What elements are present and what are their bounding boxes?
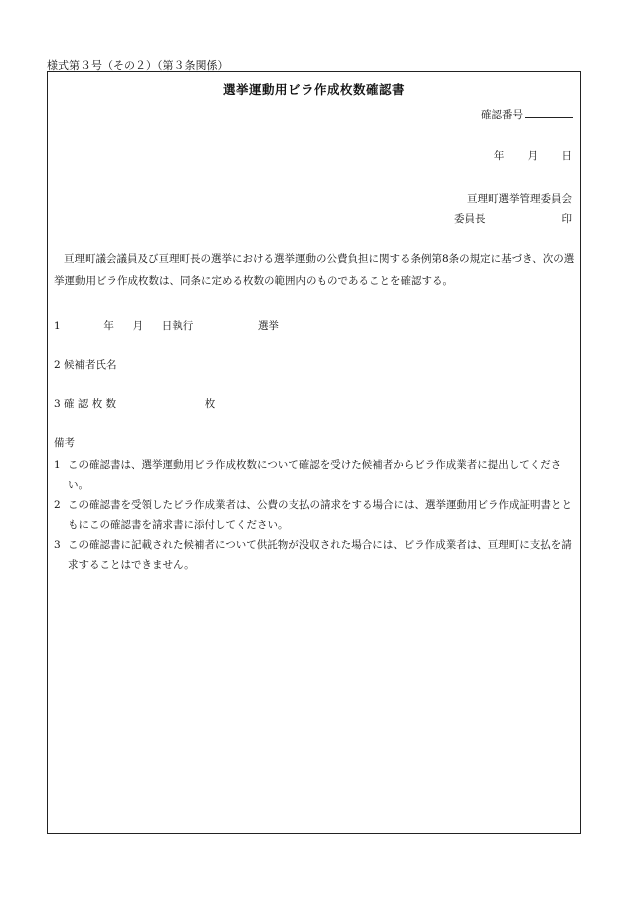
remark-number: 3 [54,539,61,551]
remark-number: 2 [54,499,61,511]
remark-item [54,535,576,575]
remark-text: この確認書を受領したビラ作成業者は、公費の支払の請求をする場合には、選挙運動用ビラ作成証明書とともにこの確認書を請求書に添付してください。 [68,499,572,531]
remark-item [54,495,576,535]
date-day-label: 日 [561,150,572,162]
issue-date [474,148,572,163]
date-month-label: 月 [527,150,539,162]
date-year-label: 年 [493,150,505,162]
seal-mark: 印 [561,213,572,225]
document-title: 選挙運動用ビラ作成枚数確認書 [222,82,405,97]
item-candidate-name [54,357,117,372]
chair-label: 委員長 [454,213,486,225]
body-paragraph: 亘理町議会議員及び亘理町長の選挙における選挙運動の公費負担に関する条例第8条の規定に基づき、次の選挙運動用ビラ作成枚数は、同条に定める枚数の範囲内のものであることを確認する。 [54,253,575,287]
issuer-committee: 亘理町選挙管理委員会 [467,193,572,205]
remarks-list [54,455,576,575]
confirmation-number [481,106,573,122]
item-day-exec-label: 日執行 [161,320,194,332]
item-unit: 枚 [204,398,216,410]
item-number: 2 [54,359,61,371]
remark-text: この確認書に記載された候補者について供託物が没収された場合には、ビラ作成業者は、亘理町に支払を請求することはできません。 [68,539,572,571]
item-number: 3 [54,398,61,410]
item-year-label: 年 [103,320,114,332]
item-election-label: 選挙 [257,320,279,332]
item-month-label: 月 [132,320,144,332]
form-frame [47,71,581,834]
item-number: 1 [54,320,61,332]
remarks-heading: 備考 [54,437,75,449]
remark-text: この確認書は、選挙運動用ビラ作成枚数について確認を受けた候補者からビラ作成業者に提出してください。 [68,459,562,491]
item-label: 確 認 枚 数 [64,398,117,410]
remark-item [54,455,576,495]
item-label: 候補者氏名 [64,359,117,371]
confirmation-number-blank[interactable] [525,106,573,118]
confirmation-number-label: 確認番号 [481,109,523,121]
item-election-date [54,318,279,333]
item-confirmed-count [54,396,215,411]
form-number-label: 様式第３号（その２）（第３条関係） [47,59,229,72]
remark-number: 1 [54,459,61,471]
